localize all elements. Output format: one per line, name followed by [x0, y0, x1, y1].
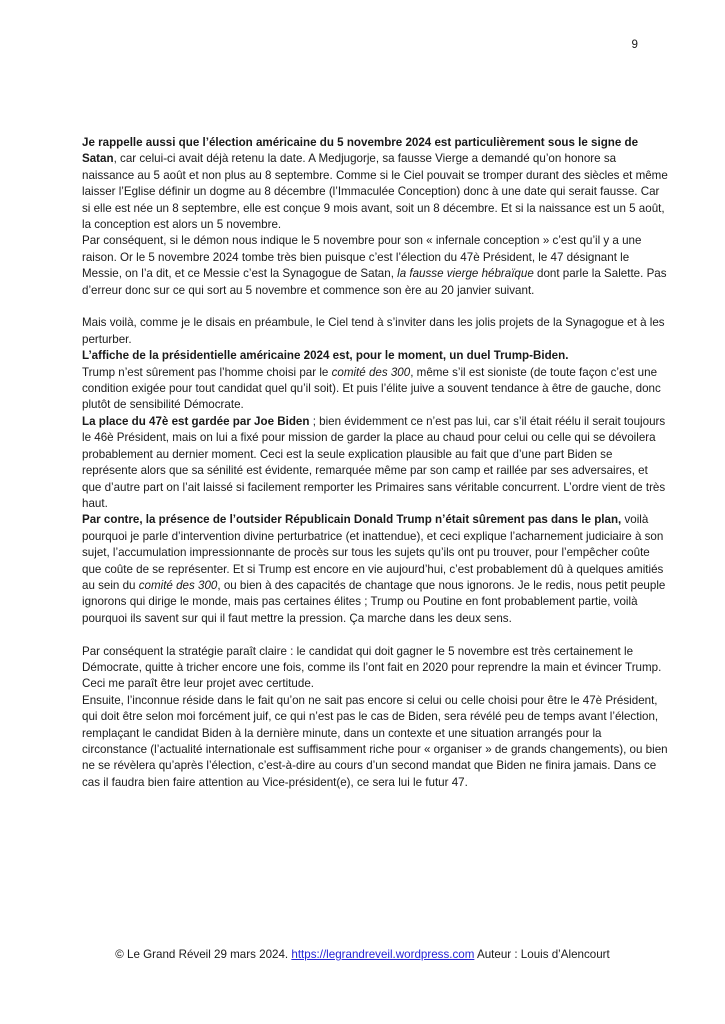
paragraph: [82, 233, 668, 299]
blank-line: [82, 627, 668, 643]
paragraph: [82, 644, 668, 693]
bold-text-run: La place du 47è est gardée par Joe Biden: [82, 414, 310, 428]
blank-line: [82, 299, 668, 315]
paragraph: [82, 414, 668, 512]
paragraph: [82, 315, 668, 348]
paragraph: [82, 512, 668, 627]
text-run: ; bien évidemment ce n’est pas lui, car s’il était réélu il serait toujours le 46è Président, mais on lui a fixé pour mission de garder la place au chaud pour celui ou celle qui se dévoilera probablement au dernier moment. Ceci est la seule explication plausible au fait que d’une part Biden se représente alors que sa sénilité est évidente, remarquée même par son camp et raillée par ses adversaires, et que d’autre part on l’ait laissé si facilement remporter les Primaires sans véritable concurrent. L’ordre vient de très haut.: [82, 414, 666, 510]
footer-author: Auteur : Louis d’Alencourt: [474, 948, 610, 961]
text-run: , ou bien à des capacités de chantage que nous ignorons. Je le redis, nous petit peuple ignorons qui dirige le monde, mais pas certaines élites ; Trump ou Poutine en font probablement partie, voilà pourquoi ils savent sur qui il faut mettre la pression. Ça marche dans les deux sens.: [82, 578, 666, 625]
text-run: Mais voilà, comme je le disais en préambule, le Ciel tend à s’inviter dans les jolis projets de la Synagogue et à les perturber.: [82, 316, 665, 346]
page-number: 9: [631, 38, 638, 51]
footer-link[interactable]: https://legrandreveil.wordpress.com: [291, 948, 475, 961]
paragraph: [82, 693, 668, 791]
text-run: Ensuite, l’inconnue réside dans le fait qu’on ne sait pas encore si celui ou celle choisi pour être le 47è Président, qui doit être selon moi forcément juif, ce qui n’est pas le cas de Biden, sera révélé peu de temps avant l’élection, remplaçant le candidat Biden à la dernière minute, dans un contexte et une situation arrangés pour la circonstance (l’actualité internationale est suffisamment riche pour « organiser » de grands changements), ou bien ne se révèlera qu’après l’élection, c’est-à-dire au cours d’un second mandat que Biden ne finira jamais. Dans ce cas il faudra bien faire attention au Vice-président(e), ce sera lui le futur 47.: [82, 693, 668, 789]
italic-text-run: comité des 300: [138, 578, 218, 592]
document-body: [82, 135, 668, 791]
italic-text-run: la fausse vierge hébraïque: [397, 267, 534, 281]
text-run: Par conséquent, si le démon nous indique le 5 novembre pour son « infernale conception » c’est qu’il y a une raison. Or le 5 novembre 2024 tombe très bien puisque c’est l’élection du 47è Président, le 47 désignant le Messie, on l’a dit, et ce Messie c’est la Synagogue de Satan,: [82, 234, 642, 281]
bold-text-run: L’affiche de la présidentielle américaine 2024 est, pour le moment, un duel Trump-Biden.: [82, 349, 569, 363]
bold-text-run: Je rappelle aussi que l’élection américaine du 5 novembre 2024 est particulièrement sous le signe de Satan: [82, 136, 639, 166]
text-run: Trump n’est sûrement pas l’homme choisi par le: [82, 365, 332, 379]
paragraph: [82, 135, 668, 233]
text-run: dont parle la Salette. Pas d’erreur donc sur ce qui sort au 5 novembre et commence son ère au 20 janvier suivant.: [82, 267, 667, 297]
footer-copyright: © Le Grand Réveil 29 mars 2024.: [115, 948, 292, 961]
italic-text-run: comité des 300: [331, 365, 411, 379]
paragraph: [82, 365, 668, 414]
text-run: voilà pourquoi je parle d’intervention divine perturbatrice (et inattendue), et ceci explique l’acharnement judiciaire à son sujet, l’accumulation impressionnante de procès sur tous les sujets qu’ils ont pu trouver, pour l’empêcher coûte que coûte de se représenter. Et si Trump est encore en vie aujourd’hui, c’est probablement dû à quelques amitiés au sein du: [82, 513, 664, 592]
text-run: , même s’il est sioniste (de toute façon c’est une condition exigée pour tout candidat quel qu’il soit). Et puis l’élite juive a souvent tendance à être de gauche, donc plutôt de sensibilité Démocrate.: [82, 365, 661, 412]
bold-text-run: Par contre, la présence de l’outsider Républicain Donald Trump n’était sûrement pas dans le plan,: [82, 513, 622, 527]
paragraph: [82, 348, 668, 364]
text-run: , car celui-ci avait déjà retenu la date. A Medjugorje, sa fausse Vierge a demandé qu’on honore sa naissance au 5 août et non plus au 8 septembre. Comme si le Ciel pouvait se tromper durant des siècles et même laisser l’Eglise définir un dogme au 8 décembre (l’Immaculée Conception) donc à une date qui serait fausse. Car si elle est née un 8 septembre, elle est conçue 9 mois avant, soit un 8 décembre. Et si la naissance est un 5 août, la conception est alors un 5 novembre.: [82, 152, 668, 232]
text-run: Par conséquent la stratégie paraît claire : le candidat qui doit gagner le 5 novembre est très certainement le Démocrate, quitte à tricher encore une fois, comme ils l’ont fait en 2020 pour reprendre la main et évincer Trump. Ceci me paraît être leur projet avec certitude.: [82, 644, 662, 691]
footer: [0, 947, 725, 962]
